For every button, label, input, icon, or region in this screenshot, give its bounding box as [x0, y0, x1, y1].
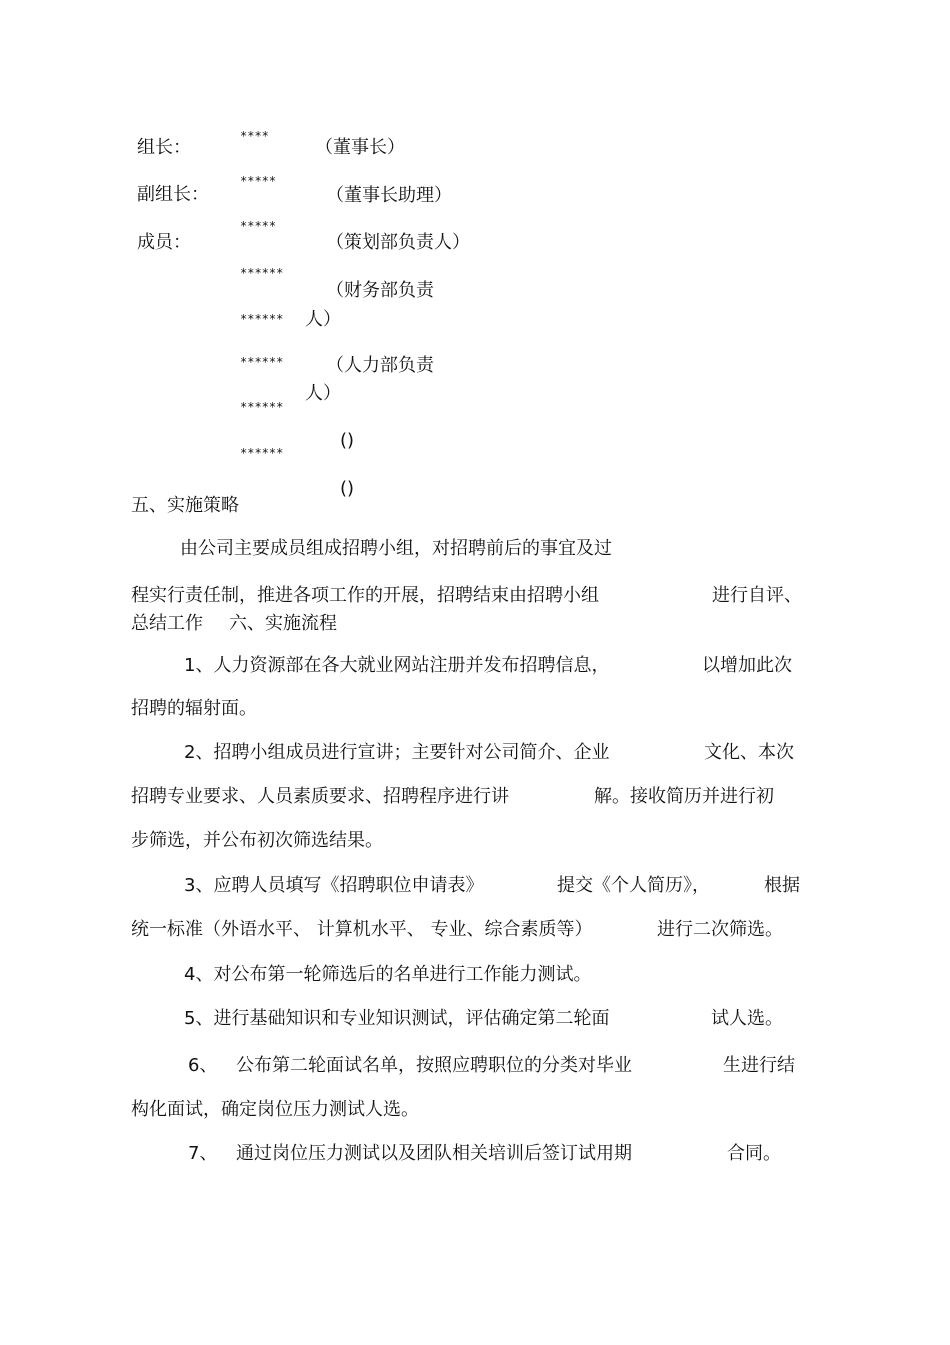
member-stars-1: ***** — [240, 219, 277, 233]
member-role-2a: （财务部负责 — [326, 280, 434, 301]
step5-b: 试人选。 — [711, 1008, 783, 1029]
deputy-role: （董事长助理） — [326, 185, 452, 206]
step2-e: 步筛选，并公布初次筛选结果。 — [131, 830, 383, 851]
leader-role: （董事长） — [315, 137, 405, 158]
step4: 4、对公布第一轮筛选后的名单进行工作能力测试。 — [184, 964, 592, 985]
step3-d: 统一标准（外语水平、 计算机水平、 专业、综合素质等） — [131, 919, 593, 940]
step7-b: 通过岗位压力测试以及团队相关培训后签订试用期 — [236, 1143, 632, 1164]
step2-b: 文化、本次 — [704, 742, 794, 763]
member-role-6: () — [340, 430, 355, 451]
step3-a: 3、应聘人员填写《招聘职位申请表》 — [184, 875, 484, 896]
deputy-stars: ***** — [240, 174, 277, 188]
step6-a: 6、 — [188, 1055, 218, 1076]
section5-line1: 由公司主要成员组成招聘小组，对招聘前后的事宜及过 — [180, 538, 612, 559]
step7-c: 合同。 — [727, 1143, 781, 1164]
deputy-label: 副组长： — [137, 184, 209, 205]
step3-b: 提交《个人简历》， — [557, 875, 710, 896]
step2-c: 招聘专业要求、人员素质要求、招聘程序进行讲 — [131, 786, 509, 807]
member-role-4b: 人） — [305, 383, 341, 404]
step2-a: 2、招聘小组成员进行宣讲；主要针对公司简介、企业 — [184, 742, 610, 763]
section5-line3a: 总结工作 — [131, 613, 203, 634]
member-stars-6: ****** — [240, 446, 284, 460]
leader-label: 组长： — [137, 137, 191, 158]
step6-d: 构化面试，确定岗位压力测试人选。 — [131, 1099, 419, 1120]
member-stars-4: ****** — [240, 355, 284, 369]
member-role-4a: （人力部负责 — [326, 355, 434, 376]
member-role-1: （策划部负责人） — [326, 232, 470, 253]
section5-line2b: 进行自评、 — [712, 585, 802, 606]
section5-heading: 五、实施策略 — [131, 495, 239, 516]
step1-c: 招聘的辐射面。 — [131, 698, 257, 719]
step6-b: 公布第二轮面试名单，按照应聘职位的分类对毕业 — [236, 1055, 632, 1076]
member-stars-3: ****** — [240, 312, 284, 326]
member-label: 成员： — [137, 232, 191, 253]
step6-c: 生进行结 — [723, 1055, 795, 1076]
section6-heading: 六、实施流程 — [229, 613, 337, 634]
member-role-7: () — [340, 478, 355, 499]
step1-b: 以增加此次 — [702, 655, 792, 676]
member-stars-5: ****** — [240, 400, 284, 414]
step1-a: 1、人力资源部在各大就业网站注册并发布招聘信息， — [184, 655, 610, 676]
step2-d: 解。接收简历并进行初 — [594, 786, 774, 807]
step3-c: 根据 — [764, 875, 800, 896]
step3-e: 进行二次筛选。 — [657, 919, 783, 940]
leader-stars: **** — [240, 129, 269, 143]
member-stars-2: ****** — [240, 266, 284, 280]
section5-line2a: 程实行责任制，推进各项工作的开展，招聘结束由招聘小组 — [131, 585, 599, 606]
step5-a: 5、进行基础知识和专业知识测试，评估确定第二轮面 — [184, 1008, 610, 1029]
member-role-2b: 人） — [305, 309, 341, 330]
step7-a: 7、 — [188, 1143, 218, 1164]
